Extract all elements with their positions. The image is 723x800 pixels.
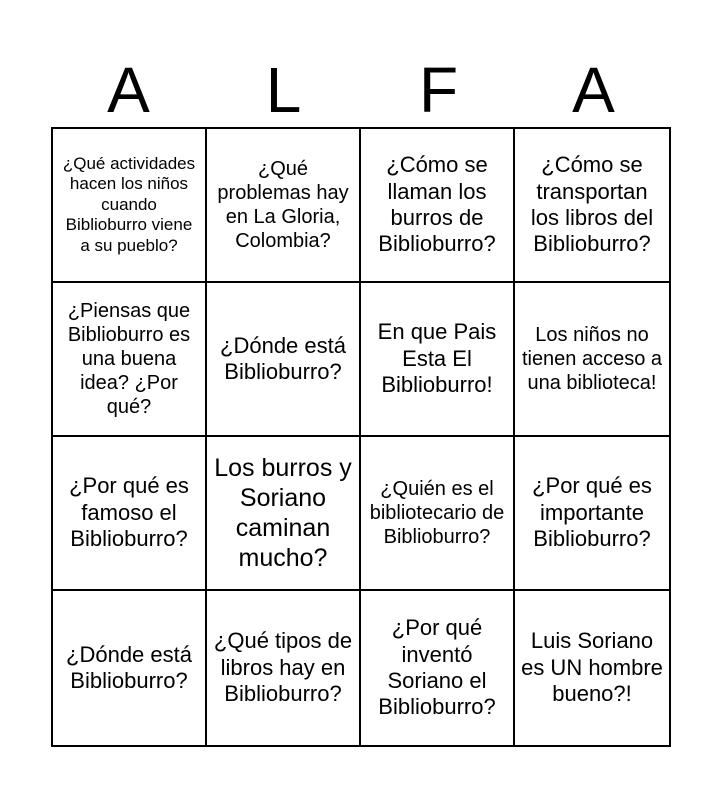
bingo-cell-r2-c3: En que Pais Esta El Biblioburro! — [361, 283, 515, 437]
bingo-cell-r4-c4: Luis Soriano es UN hombre bueno?! — [521, 628, 663, 707]
bingo-cell-r4-c3: ¿Por qué inventó Soriano el Biblioburro? — [361, 591, 515, 745]
header-letter: L — [265, 54, 302, 126]
bingo-cell-r3-c1: ¿Por qué es famoso el Biblioburro? — [53, 437, 207, 591]
bingo-cell-r2-c1: ¿Piensas que Biblioburro es una buena idea? ¿Por qué? — [53, 283, 207, 437]
bingo-cell-r2-c4: Los niños no tienen acceso a una biblioteca! — [515, 283, 669, 437]
header-letter: A — [107, 54, 150, 126]
bingo-cell-r4-c1: ¿Dónde está Biblioburro? — [53, 591, 207, 745]
bingo-cell-r2-c2: ¿Dónde está Biblioburro? — [207, 283, 361, 437]
bingo-header — [51, 52, 671, 128]
bingo-cell-r1-c4: ¿Cómo se transportan los libros del Biblioburro? — [515, 129, 669, 283]
header-letter: F — [418, 54, 459, 126]
bingo-cell-r3-c2: Los burros y Soriano caminan mucho? — [207, 437, 361, 591]
bingo-cell-r1-c1: ¿Qué actividades hacen los niños cuando Biblioburro viene a su pueblo? — [53, 129, 207, 283]
bingo-cell-r4-c2: ¿Qué tipos de libros hay en Biblioburro? — [207, 591, 361, 745]
bingo-cell-r1-c3: ¿Cómo se llaman los burros de Biblioburro? — [361, 129, 515, 283]
bingo-cell-r3-c3: ¿Quién es el bibliotecario de Biblioburro? — [361, 437, 515, 591]
header-letter: A — [572, 54, 615, 126]
bingo-cell-r1-c2: ¿Qué problemas hay en La Gloria, Colombia? — [207, 129, 361, 283]
bingo-cell-r3-c4: ¿Por qué es importante Biblioburro? — [515, 437, 669, 591]
bingo-card-grid — [51, 127, 671, 747]
